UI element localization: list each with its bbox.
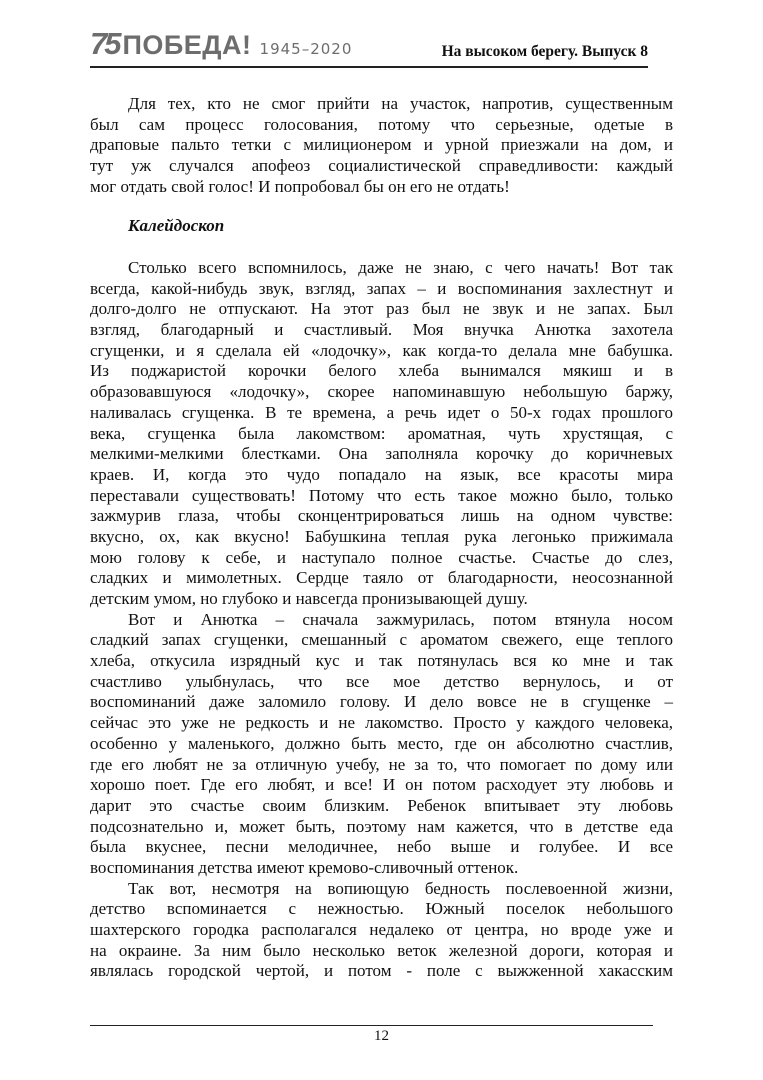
text-line: Вот и Анютка – сначала зажмурилась, потом втянула носом: [128, 609, 673, 629]
text-line: шахтерского городка располагался недалеко от центра, но вроде уже и: [90, 920, 673, 939]
text-line: наливалась сгущенка. В те времена, а речь идет о 50-х годах прошлого: [90, 402, 673, 422]
text-line: переставали существовать! Потому что есть такое можно было, только: [90, 485, 673, 505]
text-line: была вкуснее, песни мелодичнее, небо выше и голубее. И все: [90, 837, 673, 857]
text-line: являлась городской чертой, и потом - поле с выжженной хакасским: [90, 961, 673, 981]
text-line: краев. И, когда это чудо попадало на язык, все красоты мира: [90, 464, 673, 484]
text-line: всегда, какой-нибудь звук, взгляд, запах – и воспоминания захлестнут и: [90, 278, 673, 298]
text-line: сгущенки, и я сделала ей «лодочку», как когда-то делала мне бабушка.: [90, 340, 673, 360]
section-heading: Калейдоскоп: [128, 216, 225, 235]
text-line: воспоминаний даже заломило голову. И дело вовсе не в сгущенке –: [90, 692, 673, 712]
logo-number: 75: [90, 26, 119, 61]
footer-divider: [90, 1025, 653, 1026]
text-line: дарит это счастье своим близким. Ребенок впитывает эту любовь: [90, 795, 673, 815]
text-line: вкусно, ох, как вкусно! Бабушкина теплая рука легонько прижимала: [90, 526, 673, 546]
text-line: хлеба, откусила изрядный кус и так потянулась вся ко мне и так: [90, 651, 673, 671]
text-line: века, сгущенка была лакомством: ароматная, чуть хрустящая, с: [90, 423, 673, 443]
body-text-before: [90, 94, 673, 197]
text-line: где его любят не за отличную учебу, не за то, что помогает по дому или: [90, 754, 673, 774]
text-line: Из поджаристой корочки белого хлеба вынимался мякиш и в: [90, 361, 673, 381]
text-line: сейчас это уже не редкость и не лакомство. Просто у каждого человека,: [90, 713, 673, 733]
text-line: Для тех, кто не смог прийти на участок, напротив, существенным: [128, 94, 673, 113]
pobeda-logo: [90, 26, 352, 62]
logo-word: ПОБЕДА!: [122, 30, 252, 60]
text-line: мог отдать свой голос! И попробовал бы он его не отдать!: [90, 176, 510, 196]
text-line: хорошо поет. Где его любят, и все! И он потом расходует эту любовь и: [90, 775, 673, 795]
text-line: тут уж случался апофеоз социалистической справедливости: каждый: [90, 156, 673, 176]
text-line: Так вот, несмотря на вопиющую бедность послевоенной жизни,: [128, 878, 673, 898]
text-line: на окраине. За ним было несколько веток железной дороги, которая и: [90, 940, 673, 960]
text-line: зажмурив глаза, чтобы сконцентрироваться лишь на одном чувстве:: [90, 506, 673, 526]
text-line: сладких и мимолетных. Сердце таяло от благодарности, неосознанной: [90, 568, 673, 588]
text-line: Столько всего вспомнилось, даже не знаю, с чего начать! Вот так: [128, 258, 673, 277]
text-line: драповые пальто тетки с милиционером и урной приезжали на дом, и: [90, 135, 673, 155]
paragraph: [90, 258, 673, 610]
issue-title: На высоком берегу. Выпуск 8: [441, 43, 648, 60]
paragraph: [90, 610, 673, 879]
text-line: был сам процесс голосования, потому что серьезные, одетые в: [90, 114, 673, 134]
text-line: мелкими-мелкими блестками. Она заполняла корочку до коричневых: [90, 444, 673, 464]
text-line: взгляд, благодарный и счастливый. Моя внучка Анютка захотела: [90, 320, 673, 340]
text-line: детским умом, но глубоко и навсегда пронизывающей душу.: [90, 589, 528, 608]
text-line: мою голову к себе, и наступало полное счастье. Счастье до слез,: [90, 547, 673, 567]
body-text-after: [90, 258, 673, 982]
text-line: подсознательно и, может быть, поэтому нам кажется, что в детстве еда: [90, 816, 673, 836]
paragraph: [90, 879, 673, 982]
page-header: [90, 26, 648, 68]
paragraph: [90, 94, 673, 197]
page-number: 12: [374, 1028, 389, 1044]
text-line: детство вспоминается с нежностью. Южный поселок небольшого: [90, 899, 673, 919]
text-line: долго-долго не отпускают. На этот раз был не звук и не запах. Был: [90, 299, 673, 319]
text-line: сладкий запах сгущенки, смешанный с ароматом свежего, еще теплого: [90, 630, 673, 650]
text-line: счастливо улыбнулась, что все мое детство вернулось, и от: [90, 671, 673, 691]
text-line: воспоминания детства имеют кремово-сливочный оттенок.: [90, 857, 519, 877]
logo-years: 1945–2020: [259, 40, 353, 58]
text-line: особенно у маленького, должно быть место, где он абсолютно счастлив,: [90, 733, 673, 753]
text-line: образовавшуюся «лодочку», скорее напоминавшую небольшую баржу,: [90, 382, 673, 402]
